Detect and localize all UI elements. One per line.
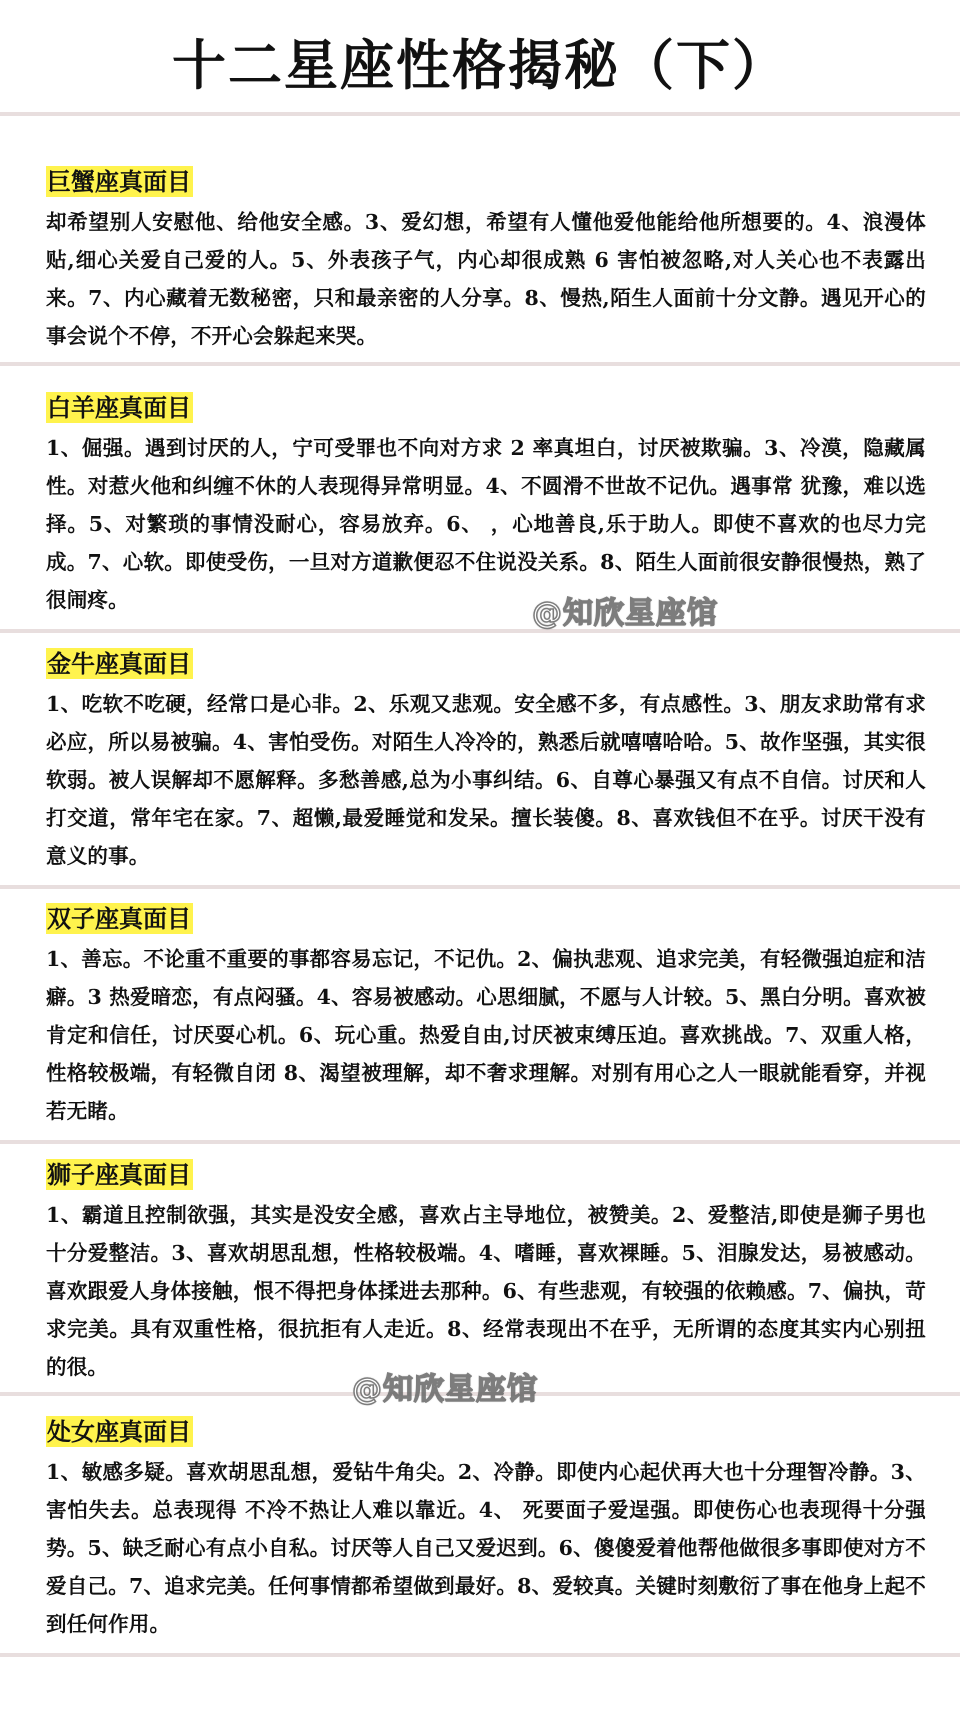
section-text: 1、敏感多疑。喜欢胡思乱想，爱钻牛角尖。2、冷静。即使内心起伏再大也十分理智冷静。3、害怕失去。总表现得 不冷不热让人难以靠近。4、 死要面子爱逞强。即使伤心也表现得十分强势。5、缺乏耐心有点小自私。讨厌等人自己又爱迟到。6、傻傻爱着他帮他做很多事即使对方不爱自己。7、追求完美。任何事情都希望做到最好。8、爱较真。关键时刻敷衍了事在他身上起不到任何作用。: [46, 1460, 926, 1636]
divider: [0, 1140, 960, 1144]
section-text: 1、善忘。不论重不重要的事都容易忘记，不记仇。2、偏执悲观、追求完美，有轻微强迫症和洁癖。3 热爱暗恋，有点闷骚。4、容易被感动。心思细腻，不愿与人计较。5、黑白分明。喜欢被肯定和信任，讨厌耍心机。6、玩心重。热爱自由,讨厌被束缚压迫。喜欢挑战。7、双重人格，性格较极端，有轻微自闭 8、渴望被理解，却不奢求理解。对别有用心之人一眼就能看穿，并视若无睹。: [46, 947, 926, 1123]
section-taurus: [46, 648, 926, 875]
divider: [0, 1653, 960, 1657]
section-text: 1、吃软不吃硬，经常口是心非。2、乐观又悲观。安全感不多，有点感性。3、朋友求助常有求必应，所以易被骗。4、害怕受伤。对陌生人冷冷的，熟悉后就嘻嘻哈哈。5、故作坚强，其实很软弱。被人误解却不愿解释。多愁善感,总为小事纠结。6、自尊心暴强又有点不自信。讨厌和人打交道，常年宅在家。7、超懒,最爱睡觉和发呆。擅长装傻。8、喜欢钱但不在乎。讨厌干没有意义的事。: [46, 692, 926, 868]
section-heading: 处女座真面目: [47, 1418, 191, 1446]
section-text: 1、倔强。遇到讨厌的人，宁可受罪也不向对方求 2 率真坦白，讨厌被欺骗。3、冷漠，隐藏属性。对惹火他和纠缠不休的人表现得异常明显。4、不圆滑不世故不记仇。遇事常 犹豫，难以选择。5、对繁琐的事情没耐心，容易放弃。6、 ，心地善良,乐于助人。即使不喜欢的也尽力完成。7、心软。即使受伤，一旦对方道歉便忍不住说没关系。8、陌生人面前很安静很慢热，熟了很闹疼。: [46, 436, 926, 612]
section-cancer: [46, 166, 926, 355]
section-virgo: [46, 1416, 926, 1643]
page-title: 十二星座性格揭秘（下）: [172, 34, 788, 97]
section-aries: [46, 392, 926, 619]
section-heading: 金牛座真面目: [47, 650, 191, 678]
section-gemini: [46, 903, 926, 1130]
divider: [0, 112, 960, 116]
watermark: @知欣星座馆: [532, 596, 718, 631]
section-text: 却希望别人安慰他、给他安全感。3、爱幻想，希望有人懂他爱他能给他所想要的。4、浪漫体贴,细心关爱自己爱的人。5、外表孩子气，内心却很成熟 6 害怕被忽略,对人关心也不表露出来。7、内心藏着无数秘密，只和最亲密的人分享。8、慢热,陌生人面前十分文静。遇见开心的事会说个不停，不开心会躲起来哭。: [46, 210, 926, 348]
divider: [0, 362, 960, 366]
watermark: @知欣星座馆: [352, 1372, 538, 1407]
section-heading: 双子座真面目: [47, 905, 191, 933]
section-heading: 白羊座真面目: [47, 394, 191, 422]
divider: [0, 629, 960, 633]
divider: [0, 885, 960, 889]
section-heading: 狮子座真面目: [47, 1161, 191, 1189]
section-heading: 巨蟹座真面目: [47, 168, 191, 196]
section-text: 1、霸道且控制欲强，其实是没安全感，喜欢占主导地位，被赞美。2、爱整洁,即使是狮子男也十分爱整洁。3、喜欢胡思乱想，性格较极端。4、嗜睡，喜欢裸睡。5、泪腺发达，易被感动。喜欢跟爱人身体接触，恨不得把身体揉进去那种。6、有些悲观，有较强的依赖感。7、偏执，苛求完美。具有双重性格，很抗拒有人走近。8、经常表现出不在乎，无所谓的态度其实内心别扭的很。: [46, 1203, 926, 1379]
section-leo: [46, 1159, 926, 1386]
